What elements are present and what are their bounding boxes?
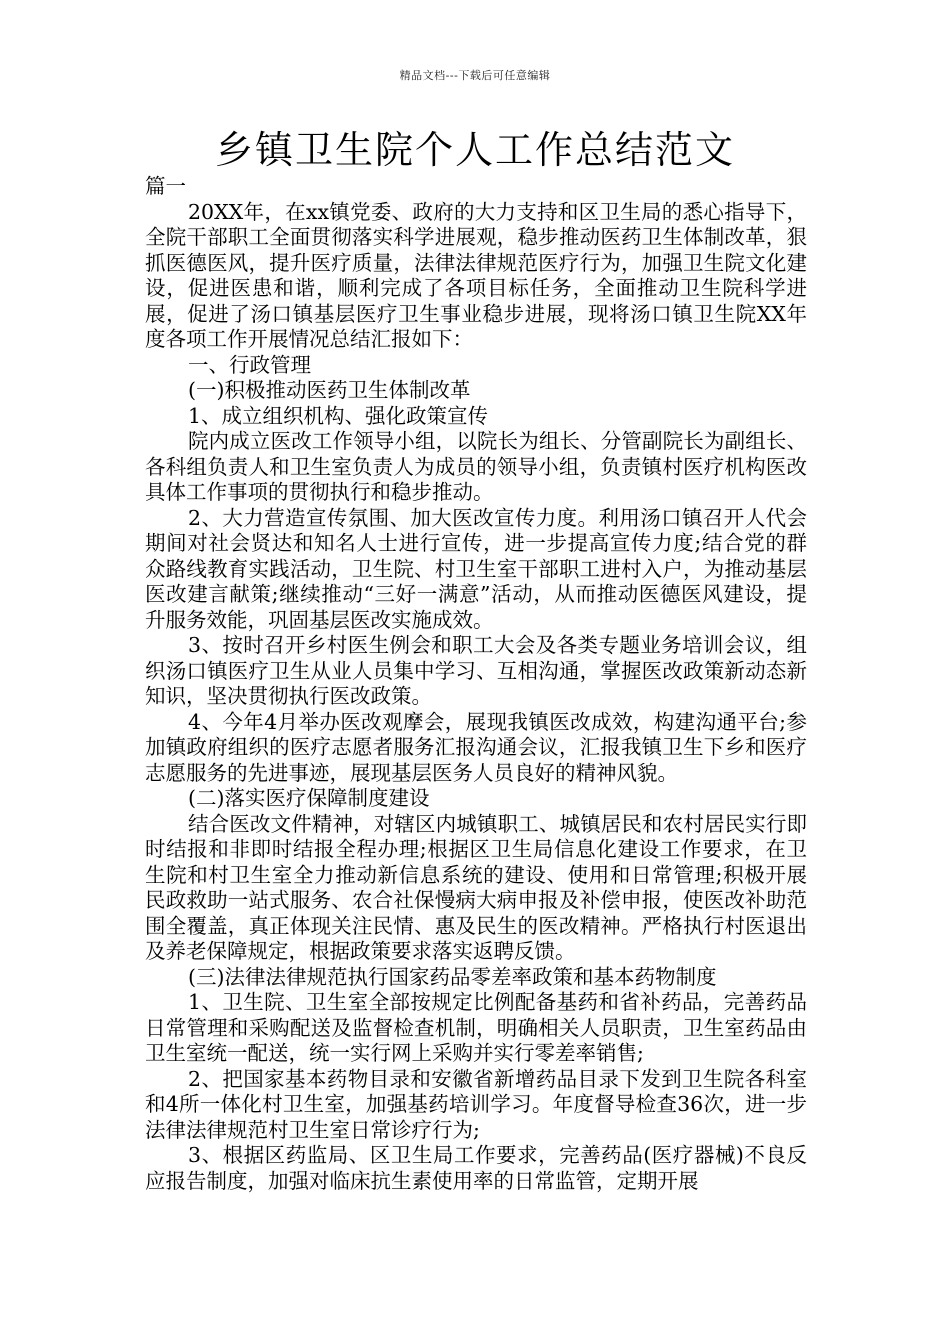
body-paragraph: 1、卫生院、卫生室全部按规定比例配备基药和省补药品，完善药品日常管理和采购配送及监督检查机制，明确相关人员职责，卫生室药品由卫生室统一配送，统一实行网上采购并实行零差率销售; bbox=[145, 990, 807, 1065]
body-paragraph: 院内成立医改工作领导小组，以院长为组长、分管副院长为副组长、各科组负责人和卫生室负责人为成员的领导小组，负责镇村医疗机构医改具体工作事项的贯彻执行和稳步推动。 bbox=[145, 429, 807, 504]
body-paragraph: 4、今年4月举办医改观摩会，展现我镇医改成效，构建沟通平台;参加镇政府组织的医疗志愿者服务汇报沟通会议，汇报我镇卫生下乡和医疗志愿服务的先进事迹，展现基层医务人员良好的精神风貌。 bbox=[145, 709, 807, 785]
body-paragraph: 2、大力营造宣传氛围、加大医改宣传力度。利用汤口镇召开人代会期间对社会贤达和知名人士进行宣传，进一步提高宣传力度;结合党的群众路线教育实践活动，卫生院、村卫生室干部职工进村入户，为推动基层医改建言献策;继续推动“三好一满意”活动，从而推动医德医风建设，提升服务效能，巩固基层医改实施成效。 bbox=[145, 505, 807, 632]
body-paragraph: 1、成立组织机构、强化政策宣传 bbox=[188, 403, 489, 428]
body-paragraph: 3、根据区药监局、区卫生局工作要求，完善药品(医疗器械)不良反应报告制度，加强对临床抗生素使用率的日常监管，定期开展 bbox=[145, 1143, 807, 1193]
body-paragraph: (三)法律法律规范执行国家药品零差率政策和基本药物制度 bbox=[188, 964, 717, 989]
body-paragraph: 结合医改文件精神，对辖区内城镇职工、城镇居民和农村居民实行即时结报和非即时结报全程办理;根据区卫生局信息化建设工作要求，在卫生院和村卫生室全力推动新信息系统的建设、使用和日常管理;积极开展民政救助一站式服务、农合社保慢病大病申报及补偿申报，使医改补助范围全覆盖，真正体现关注民情、惠及民生的医改精神。严格执行村医退出及养老保障规定，根据政策要求落实返聘反馈。 bbox=[145, 811, 807, 963]
body-paragraph: 2、把国家基本药物目录和安徽省新增药品目录下发到卫生院各科室和4所一体化村卫生室，加强基药培训学习。年度督导检查36次，进一步法律法律规范村卫生室日常诊疗行为; bbox=[145, 1066, 807, 1142]
body-paragraph: 篇一 bbox=[145, 174, 186, 198]
body-paragraph: 3、按时召开乡村医生例会和职工大会及各类专题业务培训会议，组织汤口镇医疗卫生从业人员集中学习、互相沟通，掌握医改政策新动态新知识，坚决贯彻执行医改政策。 bbox=[145, 633, 807, 708]
header-note: 精品文档---下载后可任意编辑 bbox=[399, 69, 551, 82]
document-title: 乡镇卫生院个人工作总结范文 bbox=[214, 128, 735, 172]
body-paragraph: (二)落实医疗保障制度建设 bbox=[188, 786, 430, 810]
body-paragraph: 20XX年，在xx镇党委、政府的大力支持和区卫生局的悉心指导下，全院干部职工全面贯彻落实科学进展观，稳步推动医药卫生体制改革，狠抓医德医风，提升医疗质量，法律法律规范医疗行为，加强卫生院文化建设，促进医患和谐，顺利完成了各项目标任务，全面推动卫生院科学进展，促进了汤口镇基层医疗卫生事业稳步进展，现将汤口镇卫生院XX年度各项工作开展情况总结汇报如下： bbox=[145, 199, 807, 351]
document-body bbox=[145, 174, 807, 1194]
body-paragraph: 一、行政管理 bbox=[188, 352, 311, 377]
body-paragraph: (一)积极推动医药卫生体制改革 bbox=[188, 378, 471, 402]
